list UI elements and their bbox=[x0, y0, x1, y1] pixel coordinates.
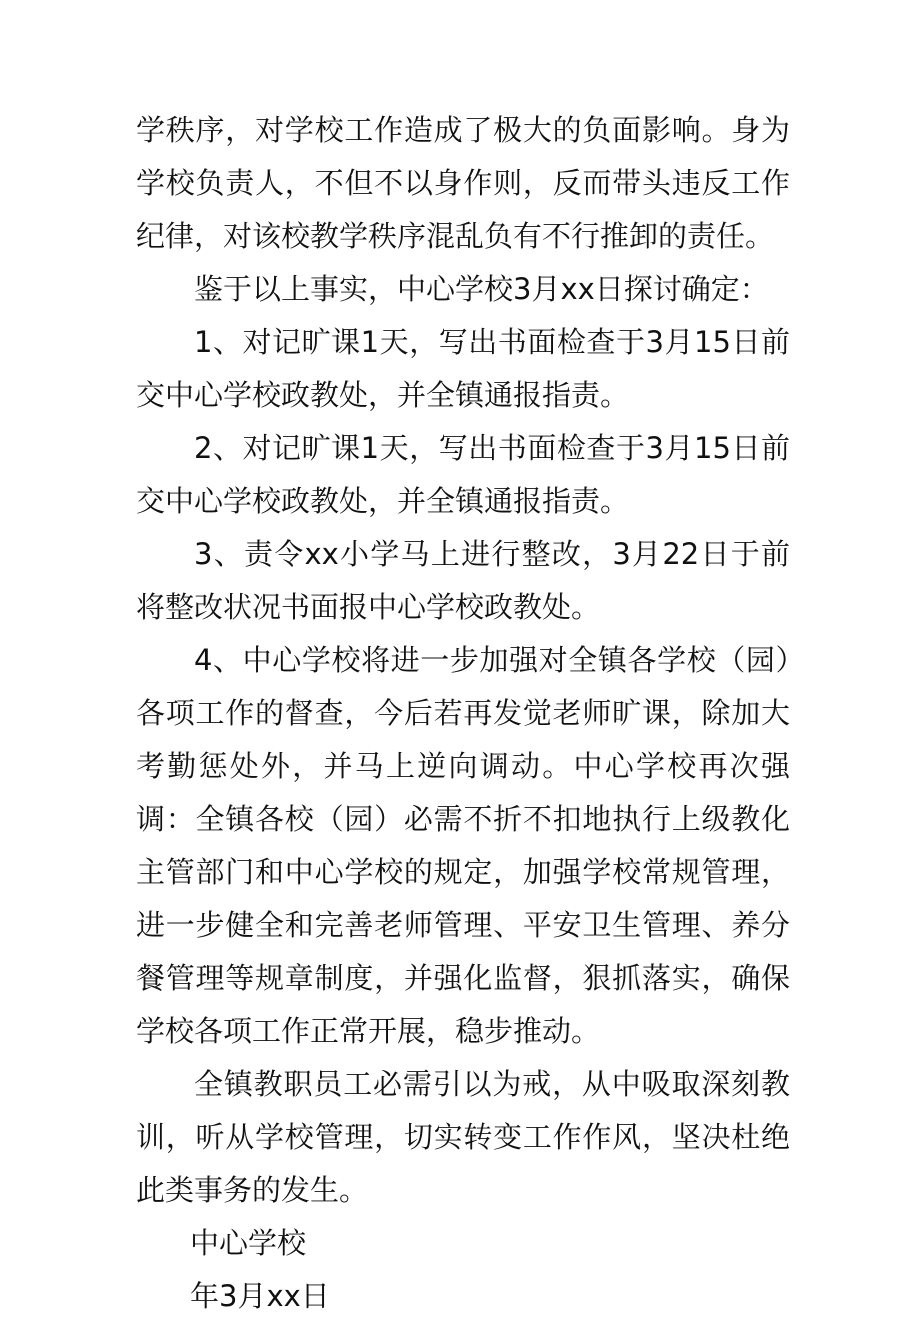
paragraph-item-4: 4、中心学校将进一步加强对全镇各学校（园）各项工作的督查，今后若再发觉老师旷课，除加大考勤惩处外，并马上逆向调动。中心学校再次强调：全镇各校（园）必需不折不扣地执行上级教化主管部门和中心学校的规定，加强学校常规管理，进一步健全和完善老师管理、平安卫生管理、养分餐管理等规章制度，并强化监督，狠抓落实，确保学校各项工作正常开展，稳步推动。 bbox=[136, 643, 790, 1048]
paragraph-closing: 全镇教职员工必需引以为戒，从中吸取深刻教训，听从学校管理，切实转变工作作风，坚决杜绝此类事务的发生。 bbox=[136, 1067, 790, 1207]
paragraph-item-2: 2、对记旷课1天，写出书面检查于3月15日前交中心学校政教处，并全镇通报指责。 bbox=[136, 431, 790, 518]
paragraph-item-3: 3、责令xx小学马上进行整改，3月22日于前将整改状况书面报中心学校政教处。 bbox=[136, 537, 790, 624]
paragraph-continuation: 学秩序，对学校工作造成了极大的负面影响。身为学校负责人，不但不以身作则，反而带头违反工作纪律，对该校教学秩序混乱负有不行推卸的责任。 bbox=[136, 113, 790, 253]
signature-date: 年3月xx日 bbox=[190, 1279, 330, 1313]
paragraph-decision-intro: 鉴于以上事实，中心学校3月xx日探讨确定： bbox=[194, 272, 769, 306]
signature-org: 中心学校 bbox=[190, 1226, 307, 1260]
document-body bbox=[136, 104, 790, 1323]
paragraph-item-1: 1、对记旷课1天，写出书面检查于3月15日前交中心学校政教处，并全镇通报指责。 bbox=[136, 325, 790, 412]
